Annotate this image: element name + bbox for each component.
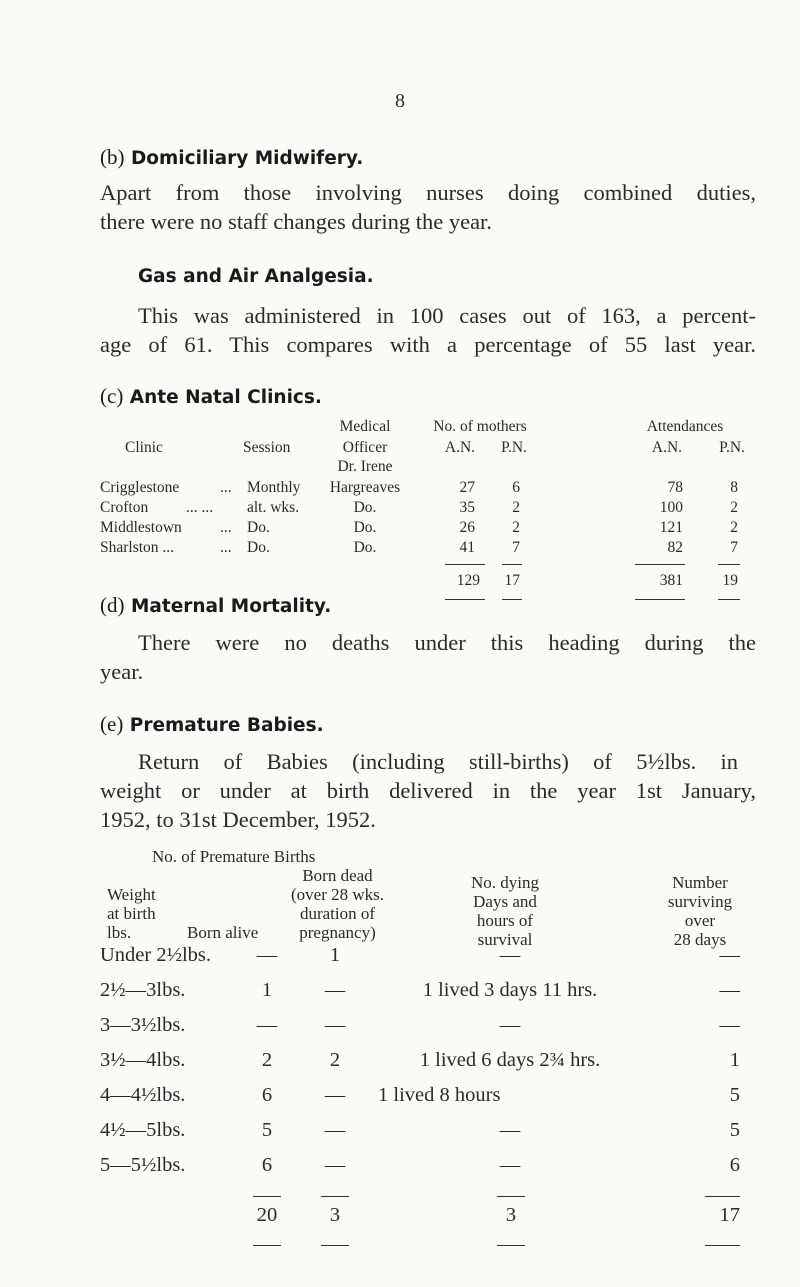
header-group: No. of Premature Births [152,847,316,866]
header-dying-3: hours of [476,911,534,930]
row-mothers-an: 41 [459,539,475,556]
row-dots: ... ... [186,499,214,516]
row-born-dead: — [324,979,346,1001]
divider [253,1245,281,1246]
row-born-dead: 2 [329,1049,341,1071]
section-b-title: Domiciliary Midwifery. [130,148,364,169]
header-dying-1: No. dying [471,873,539,892]
section-e-title: Premature Babies. [129,715,324,736]
row-dots: ... [220,519,232,536]
header-dying-2: Days and [473,892,537,911]
header-attendances-pn: P.N. [719,439,745,456]
row-dots: ... [220,479,232,496]
section-b-text-1: Apart from those involving nurses doing combined duties, [100,180,756,205]
row-weight: 4½—5lbs. [100,1119,186,1141]
divider [502,564,522,565]
row-mothers-pn: 2 [512,499,520,516]
row-attendances-pn: 7 [730,539,738,556]
section-e-letter: (e) [100,712,124,736]
divider [445,599,485,600]
divider [497,1245,525,1246]
gas-air-title: Gas and Air Analgesia. [138,266,374,287]
row-attendances-an: 82 [667,539,683,556]
row-surviving: — [719,979,740,1001]
row-weight: 3—3½lbs. [100,1014,186,1036]
section-d-text-1: There were no deaths under this heading during the [138,630,756,655]
row-attendances-an: 121 [659,519,683,536]
row-clinic: Crofton [100,499,149,516]
row-dying: 1 lived 8 hours [378,1084,501,1106]
divider [635,564,685,565]
row-born-dead: — [324,1154,346,1176]
row-weight: 3½—4lbs. [100,1049,186,1071]
header-medical: Medical [339,418,391,435]
divider [321,1245,349,1246]
row-attendances-an: 100 [659,499,683,516]
header-mothers-pn: P.N. [501,439,527,456]
header-born-dead-3: duration of [299,904,376,923]
row-dying: — [499,1154,521,1176]
row-dying: — [499,1119,521,1141]
header-surviving-4: 28 days [673,930,727,949]
row-dying: 1 lived 3 days 11 hrs. [422,979,598,1001]
row-session: Do. [247,519,270,536]
section-c-heading [100,384,322,409]
header-weight-2: at birth [107,904,156,923]
row-attendances-pn: 8 [730,479,738,496]
row-weight: 5—5½lbs. [100,1154,186,1176]
header-born-dead-1: Born dead [302,866,373,885]
header-born-alive: Born alive [187,923,259,942]
divider [635,599,685,600]
section-d-text-2: year. [100,659,144,684]
row-dying: — [499,944,521,966]
header-born-dead-2: (over 28 wks. [290,885,384,904]
divider [705,1196,740,1197]
row-session: Do. [247,539,270,556]
row-weight: 4—4½lbs. [100,1084,186,1106]
divider [718,599,740,600]
row-born-alive: 5 [261,1119,273,1141]
divider [497,1196,525,1197]
header-surviving-1: Number [672,873,728,892]
row-dots: ... [220,539,232,556]
row-weight: Under 2½lbs. [100,944,212,966]
row-weight: 2½—3lbs. [100,979,186,1001]
row-session: Monthly [247,479,301,496]
row-born-dead: 1 [329,944,341,966]
row-born-alive: — [256,1014,278,1036]
row-clinic: Middlestown [100,519,182,536]
header-mothers-an: A.N. [444,439,476,456]
section-c-letter: (c) [100,384,124,408]
header-surviving-3: over [684,911,716,930]
divider [445,564,485,565]
divider [321,1196,349,1197]
row-mothers-an: 27 [459,479,475,496]
row-born-dead: — [324,1084,346,1106]
row-officer: Do. [353,539,377,556]
row-dying: — [499,1014,521,1036]
header-officer: Officer [342,439,388,456]
header-dying-4: survival [477,930,533,949]
row-born-alive: 1 [261,979,273,1001]
total-surviving: 17 [719,1204,740,1226]
row-born-alive: 2 [261,1049,273,1071]
header-weight-3: lbs. [107,923,132,942]
header-attendances-an: A.N. [651,439,683,456]
row-surviving: 1 [729,1049,740,1071]
divider [502,599,522,600]
section-e-text-3: 1952, to 31st December, 1952. [100,807,376,832]
header-born-dead-4: pregnancy) [299,923,376,942]
row-born-alive: — [256,944,278,966]
row-surviving: 6 [729,1154,740,1176]
header-clinic: Clinic [125,439,163,456]
row-surviving: — [719,944,740,966]
divider [253,1196,281,1197]
divider [705,1245,740,1246]
section-e-text-1: Return of Babies (including still-births) of 5½lbs. in [138,749,738,774]
section-d-heading [100,593,331,618]
divider [718,564,740,565]
section-d-title: Maternal Mortality. [130,596,332,617]
row-surviving: — [719,1014,740,1036]
total-born-alive: 20 [256,1204,278,1226]
header-attendances: Attendances [646,418,724,435]
row-session: alt. wks. [247,499,300,516]
section-d-letter: (d) [100,593,125,617]
row-born-alive: 6 [261,1084,273,1106]
section-b-text-2: there were no staff changes during the year. [100,209,492,234]
section-b-letter: (b) [100,145,125,169]
row-mothers-pn: 6 [512,479,520,496]
total-mothers-pn: 17 [504,572,520,589]
row-mothers-pn: 2 [512,519,520,536]
total-dying: 3 [505,1204,517,1226]
row-surviving: 5 [729,1119,740,1141]
section-e-text-2: weight or under at birth delivered in the year 1st January, [100,778,756,803]
row-officer: Do. [353,519,377,536]
row-attendances-pn: 2 [730,519,738,536]
row-attendances-pn: 2 [730,499,738,516]
row-born-alive: 6 [261,1154,273,1176]
total-born-dead: 3 [329,1204,341,1226]
row-surviving: 5 [729,1084,740,1106]
row-mothers-an: 26 [459,519,475,536]
header-mothers: No. of mothers [433,418,527,435]
row-clinic: Sharlston ... [100,539,175,556]
row-born-dead: — [324,1014,346,1036]
officer-name-line1: Dr. Irene [337,458,393,475]
row-dying: 1 lived 6 days 2¾ hrs. [419,1049,601,1071]
row-born-dead: — [324,1119,346,1141]
row-officer: Do. [353,499,377,516]
header-surviving-2: surviving [667,892,733,911]
header-weight-1: Weight [107,885,156,904]
page-number: 8 [395,90,405,112]
total-attendances-an: 381 [659,572,683,589]
header-session: Session [243,439,291,456]
row-officer: Hargreaves [329,479,401,496]
section-e-heading [100,712,324,737]
row-mothers-an: 35 [459,499,475,516]
total-attendances-pn: 19 [722,572,738,589]
section-b-heading [100,145,363,170]
row-mothers-pn: 7 [512,539,520,556]
total-mothers-an: 129 [456,572,480,589]
row-attendances-an: 78 [667,479,683,496]
gas-air-text-2: age of 61. This compares with a percentage of 55 last year. [100,332,756,357]
gas-air-text-1: This was administered in 100 cases out of 163, a percent- [138,303,756,328]
section-c-title: Ante Natal Clinics. [129,387,322,408]
row-clinic: Crigglestone [100,479,180,496]
